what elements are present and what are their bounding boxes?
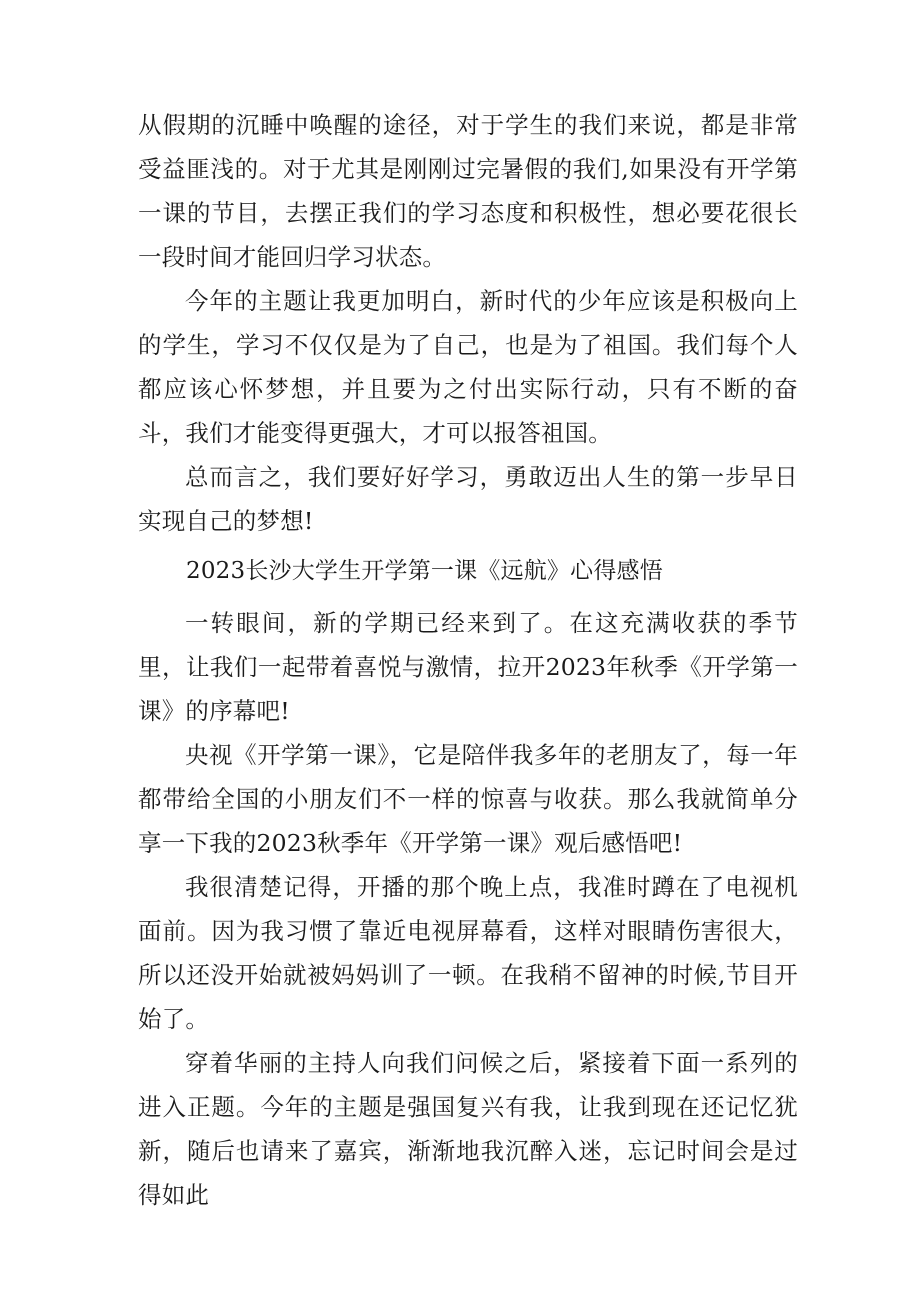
essay-heading: 2023长沙大学生开学第一课《远航》心得感悟: [186, 558, 663, 584]
paragraph-theme: 今年的主题让我更加明白，新时代的少年应该是积极向上的学生，学习不仅仅是为了自己，也是为了祖国。我们每个人都应该心怀梦想，并且要为之付出实际行动，只有不断的奋斗，我们才能变得更强大，才可以报答祖国。: [138, 287, 798, 447]
paragraph-continuation: 从假期的沉睡中唤醒的途径，对于学生的我们来说，都是非常受益匪浅的。对于尤其是刚刚过完暑假的我们,如果没有开学第一课的节目，去摆正我们的学习态度和积极性，想必要花很长一段时间才能回归学习状态。: [138, 111, 798, 271]
essay-section-previous: [138, 103, 798, 543]
paragraph-cctv: 央视《开学第一课》，它是陪伴我多年的老朋友了，每一年都带给全国的小朋友们不一样的惊喜与收获。那么我就简单分享一下我的2023秋季年《开学第一课》观后感悟吧!: [138, 741, 798, 857]
paragraph-intro: 一转眼间，新的学期已经来到了。在这充满收获的季节里，让我们一起带着喜悦与激情，拉开2023年秋季《开学第一课》的序幕吧!: [138, 609, 798, 725]
paragraph-memory: 我很清楚记得，开播的那个晚上点，我准时蹲在了电视机面前。因为我习惯了靠近电视屏幕看，这样对眼睛伤害很大，所以还没开始就被妈妈训了一顿。在我稍不留神的时候,节目开始了。: [138, 873, 798, 1033]
paragraph-host: 穿着华丽的主持人向我们问候之后，紧接着下面一系列的进入正题。今年的主题是强国复兴有我，让我到现在还记忆犹新，随后也请来了嘉宾，渐渐地我沉醉入迷，忘记时间会是过得如此: [138, 1049, 798, 1209]
essay-section-new: [138, 601, 798, 1217]
paragraph-conclusion: 总而言之，我们要好好学习，勇敢迈出人生的第一步早日实现自己的梦想!: [138, 463, 798, 535]
